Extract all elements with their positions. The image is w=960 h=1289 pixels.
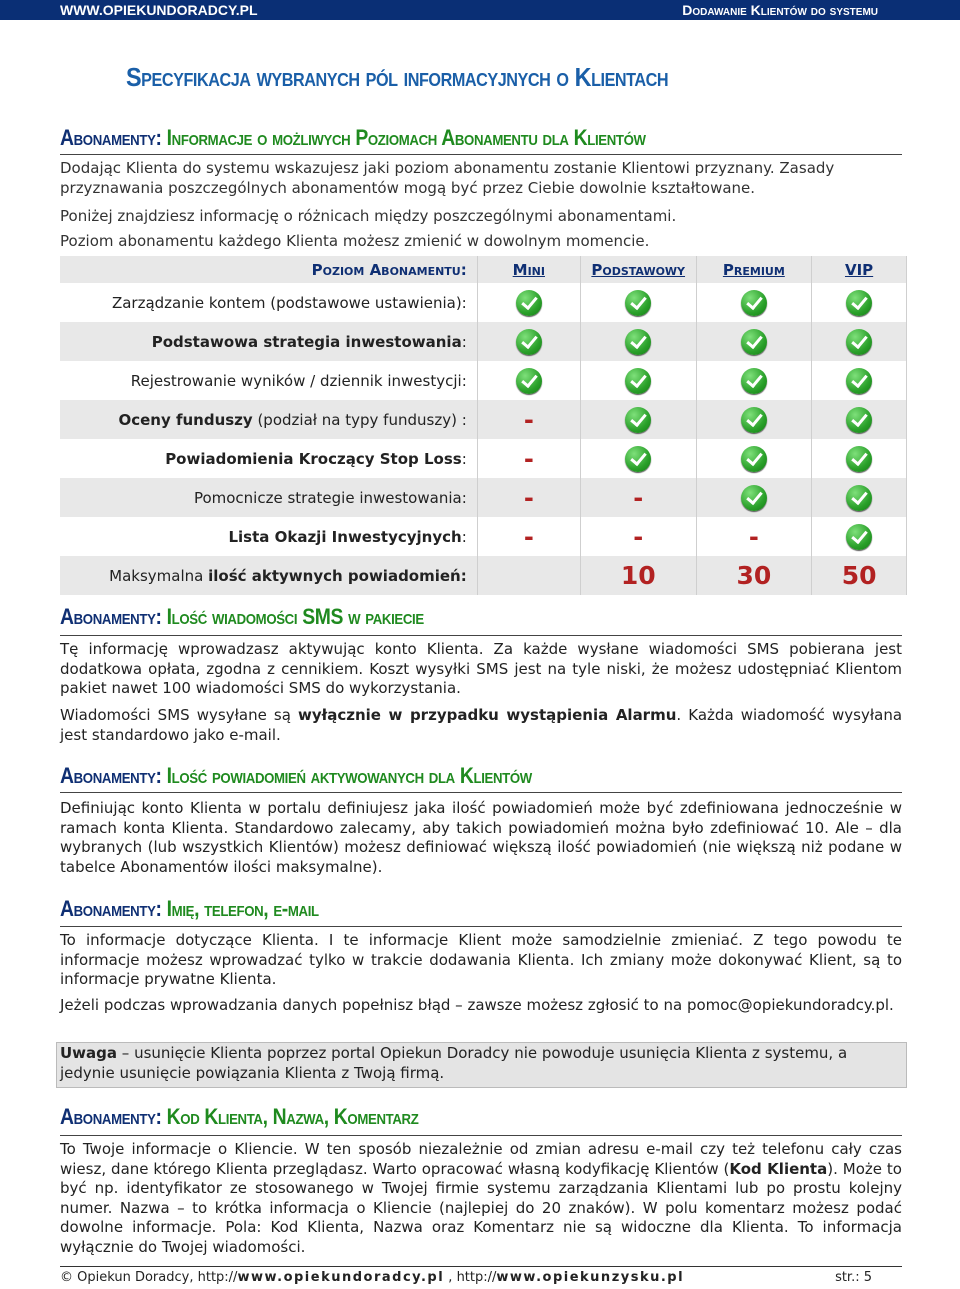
max-notifications-value: 30 [696,556,812,595]
check-icon [741,485,767,511]
paragraph: To informacje dotyczące Klienta. I te informacje Klient może samodzielnie zmieniać. Z tego powodu te informacje możesz wprowadzać tylko w trakcie dodawania Klienta. Ich zmiany może dokonywać Klient, są to informacje prywatne Klienta. [60,931,902,988]
feature-cell [477,283,580,322]
feature-label: Oceny funduszy (podział na typy funduszy) : [60,400,477,439]
feature-cell [477,361,580,400]
feature-cell [580,361,696,400]
table-header-row [60,256,907,283]
not-available-mark: - [748,522,759,551]
check-icon [741,446,767,472]
check-icon [625,290,651,316]
feature-cell [580,439,696,478]
not-available-mark: - [523,522,534,551]
table-row [60,400,907,439]
table-row [60,283,907,322]
col-mini: Mini [477,256,580,283]
not-available-mark: - [633,483,644,512]
feature-cell [696,322,812,361]
check-icon [846,368,872,394]
feature-cell [812,283,907,322]
subscription-table [60,256,907,595]
col-premium: Premium [696,256,812,283]
table-row [60,478,907,517]
paragraph: Tę informację wprowadzasz aktywując konto Klienta. Za każde wysłane wiadomości SMS pobierana jest dodatkowa opłata, zgodna z cennikiem. Koszt wysyłki SMS jest na tyle niski, że możesz udostępniać Klientom pakiet nawet 100 wiadomości SMS do wykorzystania. [60,640,902,697]
section-title: Dodawanie Klientów do systemu [682,2,878,18]
section-heading-code: Abonamenty: Kod Klienta, Nazwa, Komentarz [60,1104,419,1129]
check-icon [846,407,872,433]
feature-label: Maksymalna ilość aktywnych powiadomień: [60,556,477,595]
paragraph: Jeżeli podczas wprowadzania danych popełnisz błąd – zawsze możesz zgłosić to na pomoc@opiekundoradcy.pl. [60,996,894,1014]
section-heading-notifications: Abonamenty: Ilość powiadomień aktywowanych dla Klientów [60,763,532,788]
feature-label: Rejestrowanie wyników / dziennik inwestycji: [130,371,467,390]
feature-cell [580,517,696,556]
footer-link-opiekunzysku[interactable]: www.opiekunzysku.pl [496,1270,685,1285]
section-heading-contact: Abonamenty: Imię, telefon, e-mail [60,896,319,921]
footer-link-opiekundoradcy[interactable]: www.opiekundoradcy.pl [237,1270,445,1285]
not-available-mark: - [523,405,534,434]
feature-cell [477,439,580,478]
empty-cell [477,556,580,595]
site-url[interactable]: WWW.OPIEKUNDORADCY.PL [60,2,258,18]
feature-cell [696,283,812,322]
feature-label: Pomocnicze strategie inwestowania: [60,478,477,517]
feature-cell [580,283,696,322]
page-number: str.: 5 [835,1270,872,1285]
feature-label: Zarządzanie kontem (podstawowe ustawienia): [111,293,467,312]
feature-cell [812,478,907,517]
max-notifications-value: 10 [580,556,696,595]
section-heading-sms: Abonamenty: Ilość wiadomości SMS w pakiecie [60,604,424,629]
feature-cell [696,400,812,439]
table-row [60,361,907,400]
check-icon [846,524,872,550]
section-rule [60,1135,902,1136]
feature-cell [477,478,580,517]
feature-cell [477,322,580,361]
feature-cell [696,478,812,517]
page-title: Specyfikacja wybranych pól informacyjnych o Klientach [126,62,669,92]
not-available-mark: - [523,444,534,473]
check-icon [516,290,542,316]
check-icon [741,407,767,433]
check-icon [625,407,651,433]
check-icon [846,485,872,511]
section-rule [60,926,902,927]
not-available-mark: - [523,483,534,512]
note-text: Uwaga – usunięcie Klienta poprzez portal Opiekun Doradcy nie powoduje usunięcia Klienta z systemu, a jedynie usunięcie powiązania Klienta z Twoją firmą. [60,1044,848,1082]
section-rule [60,635,902,636]
not-available-mark: - [633,522,644,551]
table-row [60,322,907,361]
feature-cell [696,517,812,556]
feature-label: Powiadomienia Kroczący Stop Loss: [165,449,467,468]
section-heading-levels: Abonamenty: Informacje o możliwych Poziomach Abonamentu dla Klientów [60,125,646,150]
feature-cell [812,322,907,361]
table-row [60,439,907,478]
feature-cell [477,400,580,439]
feature-label: Podstawowa strategia inwestowania: [60,322,477,361]
check-icon [741,290,767,316]
col-podstawowy: Podstawowy [580,256,696,283]
check-icon [741,329,767,355]
feature-label: Lista Okazji Inwestycyjnych: [228,527,467,546]
feature-cell [477,517,580,556]
feature-cell [696,439,812,478]
top-bar [0,0,960,20]
feature-cell [580,478,696,517]
section-rule [60,792,902,793]
paragraph: Wiadomości SMS wysyłane są wyłącznie w przypadku wystąpienia Alarmu. Każda wiadomość wysyłana jest standardowo jako e-mail. [60,706,903,744]
check-icon [625,329,651,355]
paragraph: To Twoje informacje o Kliencie. W ten sposób niezależnie od zmian adresu e-mail czy też telefonu cały czas wiesz, dane którego Klienta przeglądasz. Warto opracować własną kodyfikację Klientów (Kod Klienta). Może to być np. identyfikator ze stosowanego w Twojej firmie systemu zarządzania Klientami lub po prostu kolejny numer. Nazwa – to krótka informacja o Kliencie (najlepiej do 20 znaków). W polu komentarz możesz podać dowolne informacje. Pola: Kod Klienta, Nazwa oraz Komentarz nie są widoczne dla Klienta. To informacja wyłącznie do Twojej wiadomości. [60,1140,902,1256]
table-row [60,556,907,595]
feature-cell [812,439,907,478]
check-icon [516,329,542,355]
footer: © Opiekun Doradcy, http://www.opiekundoradcy.pl , http://www.opiekunzysku.pl str.: 5 [60,1270,872,1285]
footer-rule [60,1266,902,1267]
col-vip: VIP [812,256,907,283]
paragraph: Dodając Klienta do systemu wskazujesz jaki poziom abonamentu zostanie Klientowi przyznany. Zasady przyznawania poszczególnych abonamentów mogą być przez Ciebie dowolnie kształtowane. [60,159,835,197]
check-icon [846,329,872,355]
feature-cell [812,517,907,556]
table-row [60,517,907,556]
check-icon [846,290,872,316]
copyright: © Opiekun Doradcy, [60,1270,198,1285]
check-icon [741,368,767,394]
paragraph: Definiując konto Klienta w portalu definiujesz jaka ilość powiadomień może być zdefiniowana jednocześnie w ramach konta Klienta. Standardowo zalecamy, aby takich powiadomień można było zdefiniować 10. Ale – dla wybranych (lub wszystkich Klientów) możesz definiować większą ilość powiadomień (nie większą niż podane w tabelce Abonamentów ilości maksymalne). [60,799,902,876]
feature-cell [812,361,907,400]
table-header-label: Poziom Abonamentu: [60,256,477,283]
feature-cell [580,400,696,439]
max-notifications-value: 50 [812,556,907,595]
check-icon [625,368,651,394]
feature-cell [696,361,812,400]
feature-cell [812,400,907,439]
section-rule [60,154,902,155]
feature-cell [580,322,696,361]
paragraph: Poniżej znajdziesz informację o różnicach między poszczególnymi abonamentami. [60,207,677,225]
check-icon [516,368,542,394]
paragraph: Poziom abonamentu każdego Klienta możesz zmienić w dowolnym momencie. [60,232,650,250]
check-icon [625,446,651,472]
check-icon [846,446,872,472]
